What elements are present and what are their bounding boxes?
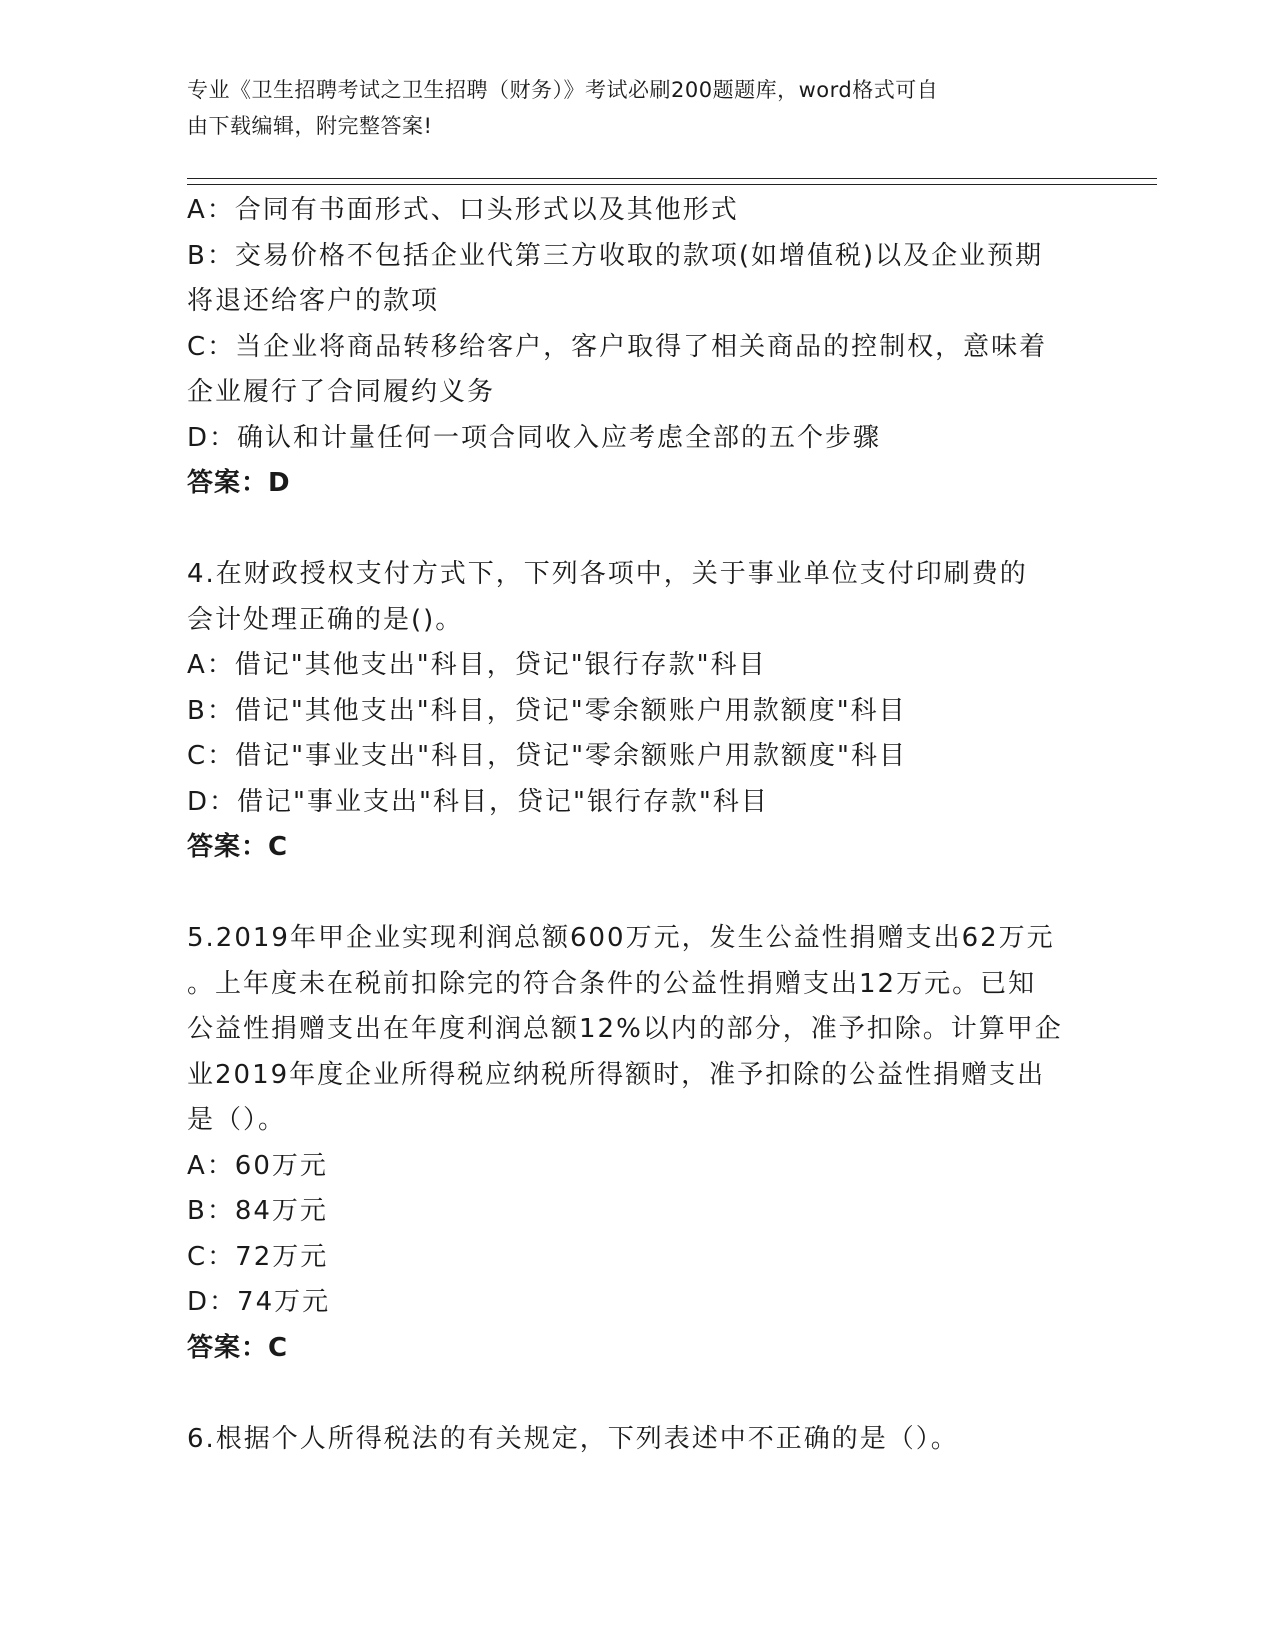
header-rule-top — [187, 178, 1157, 179]
header-rule-bottom — [187, 184, 1157, 185]
option-c: C：借记"事业支出"科目，贷记"零余额账户用款额度"科目 — [187, 741, 907, 771]
answer: 答案：C — [187, 1332, 289, 1363]
spacer — [187, 1371, 1087, 1417]
question-6 — [187, 1417, 1087, 1463]
question-stem-continued: 业2019年度企业所得税应纳税所得额时，准予扣除的公益性捐赠支出 — [187, 1059, 1046, 1090]
option-b: B：借记"其他支出"科目，贷记"零余额账户用款额度"科目 — [187, 695, 907, 726]
document-body — [187, 188, 1087, 1462]
spacer — [187, 871, 1087, 917]
option-d: D：确认和计量任何一项合同收入应考虑全部的五个步骤 — [187, 422, 882, 453]
question-5 — [187, 916, 1087, 1371]
question-stem: 6.根据个人所得税法的有关规定，下列表述中不正确的是（）。 — [187, 1423, 959, 1454]
option-b-continued: 将退还给客户的款项 — [187, 286, 440, 316]
option-d: D：借记"事业支出"科目，贷记"银行存款"科目 — [187, 786, 769, 817]
spacer — [187, 507, 1087, 553]
question-stem-continued: 。上年度未在税前扣除完的符合条件的公益性捐赠支出12万元。已知 — [187, 968, 1037, 999]
option-d: D：74万元 — [187, 1287, 331, 1317]
question-stem-continued: 会计处理正确的是()。 — [187, 604, 464, 635]
option-a: A：借记"其他支出"科目，贷记"银行存款"科目 — [187, 650, 767, 680]
answer: 答案：D — [187, 468, 291, 498]
answer: 答案：C — [187, 832, 289, 862]
question-stem: 5.2019年甲企业实现利润总额600万元，发生公益性捐赠支出62万元 — [187, 923, 1055, 953]
option-a: A：合同有书面形式、口头形式以及其他形式 — [187, 195, 739, 225]
option-c-continued: 企业履行了合同履约义务 — [187, 377, 496, 407]
question-4 — [187, 552, 1087, 871]
header-line-1: 专业《卫生招聘考试之卫生招聘（财务）》考试必刷200题题库，word格式可自 — [187, 78, 939, 102]
option-c: C：72万元 — [187, 1241, 329, 1272]
option-a: A：60万元 — [187, 1150, 328, 1181]
question-3 — [187, 188, 1087, 507]
question-stem-continued: 公益性捐赠支出在年度利润总额12%以内的部分，准予扣除。计算甲企 — [187, 1014, 1063, 1044]
option-b: B：84万元 — [187, 1196, 328, 1226]
question-stem: 4.在财政授权支付方式下，下列各项中，关于事业单位支付印刷费的 — [187, 559, 1028, 589]
document-header — [187, 72, 1077, 144]
question-stem-continued: 是（）。 — [187, 1105, 287, 1135]
header-line-2: 由下载编辑，附完整答案! — [187, 114, 433, 138]
option-c: C：当企业将商品转移给客户，客户取得了相关商品的控制权，意味着 — [187, 331, 1048, 362]
option-b: B：交易价格不包括企业代第三方收取的款项(如增值税)以及企业预期 — [187, 240, 1044, 271]
